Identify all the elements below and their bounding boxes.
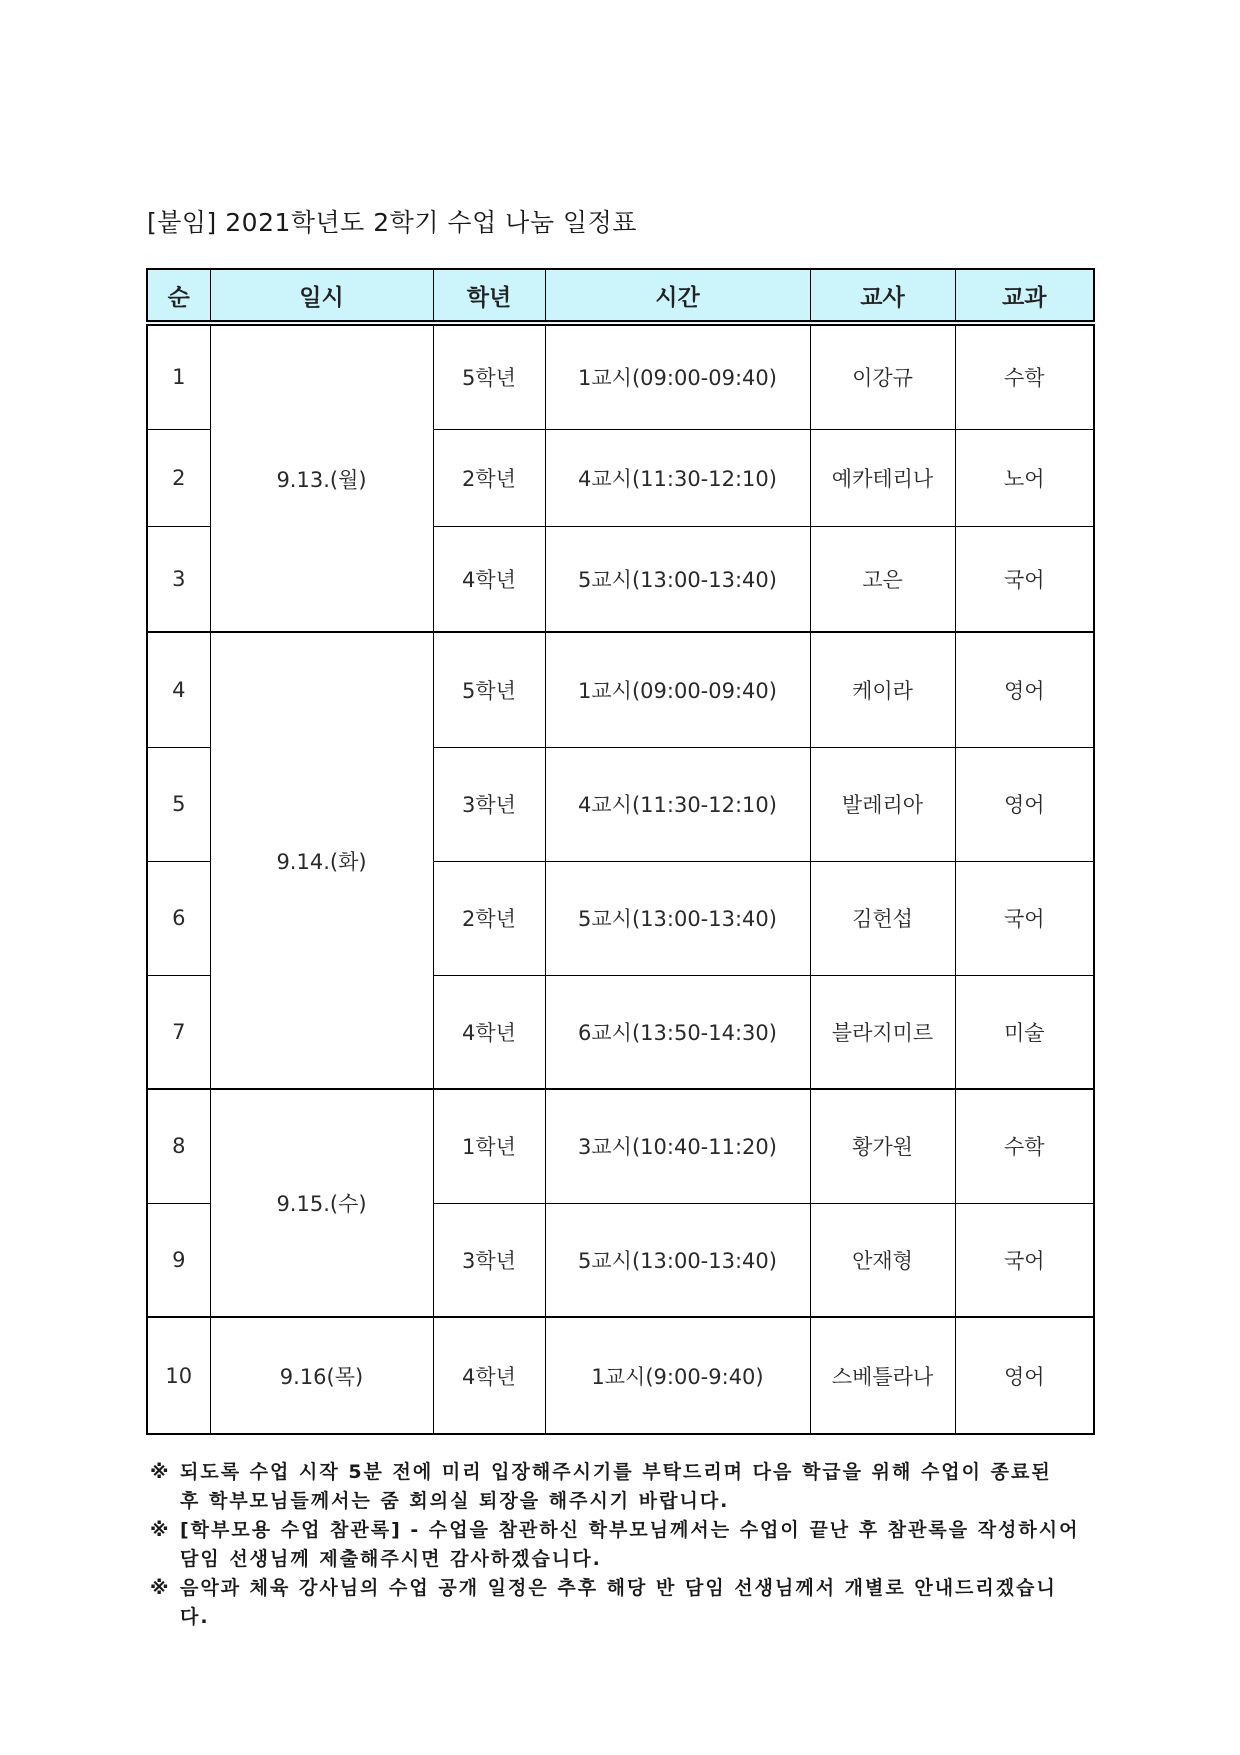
row-no: 10: [147, 1317, 210, 1434]
note-mark: ※: [150, 1577, 169, 1599]
subject-cell: 노어: [955, 429, 1094, 526]
grade-cell: 2학년: [433, 861, 545, 975]
header-time: 시간: [545, 269, 810, 323]
time-cell: 4교시(11:30-12:10): [545, 429, 810, 526]
time-cell: 1교시(09:00-09:40): [545, 323, 810, 429]
header-date: 일시: [210, 269, 433, 323]
teacher-cell: 황가원: [810, 1089, 955, 1203]
teacher-cell: 김헌섭: [810, 861, 955, 975]
date-cell: 9.13.(월): [210, 323, 433, 632]
row-no: 2: [147, 429, 210, 526]
time-cell: 5교시(13:00-13:40): [545, 861, 810, 975]
teacher-cell: 발레리아: [810, 747, 955, 861]
table-row: [147, 1317, 1094, 1434]
grade-cell: 5학년: [433, 323, 545, 429]
grade-cell: 2학년: [433, 429, 545, 526]
subject-cell: 수학: [955, 323, 1094, 429]
table-row: [147, 632, 1094, 747]
document-title: [붙임] 2021학년도 2학기 수업 나눔 일정표: [147, 208, 637, 237]
subject-cell: 영어: [955, 747, 1094, 861]
row-no: 3: [147, 526, 210, 632]
row-no: 9: [147, 1203, 210, 1317]
time-cell: 4교시(11:30-12:10): [545, 747, 810, 861]
time-cell: 6교시(13:50-14:30): [545, 975, 810, 1089]
note-mark: ※: [150, 1461, 169, 1483]
teacher-cell: 케이라: [810, 632, 955, 747]
teacher-cell: 고은: [810, 526, 955, 632]
table-header-row: [147, 269, 1094, 323]
schedule-table: [146, 268, 1095, 1435]
teacher-cell: 안재형: [810, 1203, 955, 1317]
grade-cell: 4학년: [433, 1317, 545, 1434]
row-no: 8: [147, 1089, 210, 1203]
row-no: 5: [147, 747, 210, 861]
time-cell: 5교시(13:00-13:40): [545, 1203, 810, 1317]
note-item: [150, 1458, 1080, 1516]
header-subject: 교과: [955, 269, 1094, 323]
row-no: 4: [147, 632, 210, 747]
notes-section: [150, 1458, 1080, 1632]
subject-cell: 국어: [955, 861, 1094, 975]
note-item: [150, 1574, 1080, 1632]
note-text: 되도록 수업 시작 5분 전에 미리 입장해주시기를 부탁드리며 다음 학급을 위해 수업이 종료된 후 학부모님들께서는 줌 회의실 퇴장을 해주시기 바랍니다.: [180, 1461, 1052, 1512]
note-text: 음악과 체육 강사님의 수업 공개 일정은 추후 해당 반 담임 선생님께서 개별로 안내드리겠습니다.: [180, 1577, 1057, 1628]
header-teacher: 교사: [810, 269, 955, 323]
subject-cell: 영어: [955, 1317, 1094, 1434]
date-cell: 9.16(목): [210, 1317, 433, 1434]
subject-cell: 미술: [955, 975, 1094, 1089]
header-no: 순: [147, 269, 210, 323]
teacher-cell: 블라지미르: [810, 975, 955, 1089]
grade-cell: 5학년: [433, 632, 545, 747]
table-row: [147, 1089, 1094, 1203]
teacher-cell: 이강규: [810, 323, 955, 429]
row-no: 7: [147, 975, 210, 1089]
subject-cell: 국어: [955, 526, 1094, 632]
teacher-cell: 스베틀라나: [810, 1317, 955, 1434]
date-cell: 9.14.(화): [210, 632, 433, 1089]
subject-cell: 영어: [955, 632, 1094, 747]
header-grade: 학년: [433, 269, 545, 323]
row-no: 6: [147, 861, 210, 975]
schedule-body: [147, 323, 1094, 1434]
teacher-cell: 예카테리나: [810, 429, 955, 526]
grade-cell: 4학년: [433, 526, 545, 632]
note-text: [학부모용 수업 참관록] - 수업을 참관하신 학부모님께서는 수업이 끝난 후 참관록을 작성하시어 담임 선생님께 제출해주시면 감사하겠습니다.: [180, 1519, 1080, 1570]
grade-cell: 3학년: [433, 1203, 545, 1317]
time-cell: 5교시(13:00-13:40): [545, 526, 810, 632]
table-row: [147, 323, 1094, 429]
note-mark: ※: [150, 1519, 169, 1541]
subject-cell: 수학: [955, 1089, 1094, 1203]
grade-cell: 1학년: [433, 1089, 545, 1203]
grade-cell: 3학년: [433, 747, 545, 861]
time-cell: 1교시(9:00-9:40): [545, 1317, 810, 1434]
date-cell: 9.15.(수): [210, 1089, 433, 1317]
note-item: [150, 1516, 1080, 1574]
row-no: 1: [147, 323, 210, 429]
grade-cell: 4학년: [433, 975, 545, 1089]
subject-cell: 국어: [955, 1203, 1094, 1317]
time-cell: 1교시(09:00-09:40): [545, 632, 810, 747]
time-cell: 3교시(10:40-11:20): [545, 1089, 810, 1203]
